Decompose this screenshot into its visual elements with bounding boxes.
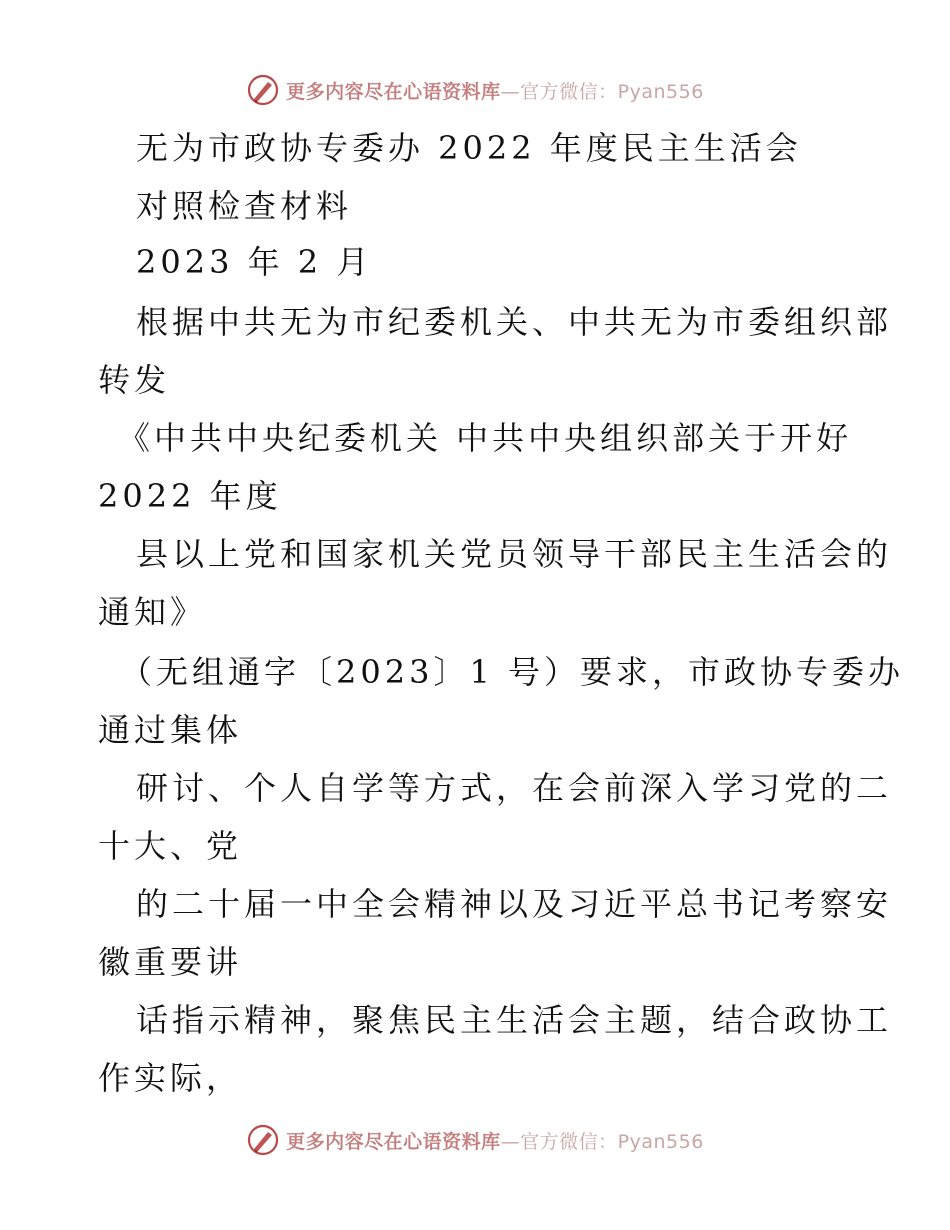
doc-line: 根据中共无为市纪委机关、中共无为市委组织部: [136, 303, 893, 341]
header-watermark-rest: —官方微信：Pyan556: [500, 80, 704, 103]
doc-line: 县以上党和国家机关党员领导干部民主生活会的: [136, 535, 893, 573]
doc-date: 2023 年 2 月: [136, 243, 373, 281]
doc-line: 2022 年度: [98, 477, 282, 515]
pen-logo-icon: [246, 1123, 280, 1157]
doc-line: 转发: [98, 361, 171, 399]
doc-line: 话指示精神，聚焦民主生活会主题，结合政协工: [136, 1001, 893, 1039]
doc-line: 的二十届一中全会精神以及习近平总书记考察安: [136, 885, 893, 923]
doc-line: 通过集体: [98, 711, 243, 749]
doc-line: 《中共中央纪委机关 中共中央组织部关于开好: [118, 419, 853, 457]
doc-line: 研讨、个人自学等方式，在会前深入学习党的二: [136, 769, 893, 807]
doc-title-line-2: 对照检查材料: [136, 187, 353, 225]
footer-watermark-banner: [0, 1120, 950, 1160]
doc-line: （无组通字〔2023〕1 号）要求，市政协专委办: [120, 653, 904, 691]
footer-watermark-text: [286, 1127, 704, 1154]
doc-line: 作实际，: [98, 1059, 243, 1097]
doc-line: 通知》: [98, 593, 207, 631]
footer-watermark-main: 更多内容尽在心语资料库: [286, 1130, 501, 1153]
footer-watermark-rest: —官方微信：Pyan556: [500, 1130, 704, 1153]
doc-title-line-1: 无为市政协专委办 2022 年度民主生活会: [136, 129, 802, 167]
doc-line: 十大、党: [98, 827, 243, 865]
doc-line: 徽重要讲: [98, 943, 243, 981]
pen-logo-icon: [246, 73, 280, 107]
header-watermark-banner: [0, 70, 950, 110]
header-watermark-main: 更多内容尽在心语资料库: [286, 80, 501, 103]
header-watermark-text: [286, 77, 704, 104]
